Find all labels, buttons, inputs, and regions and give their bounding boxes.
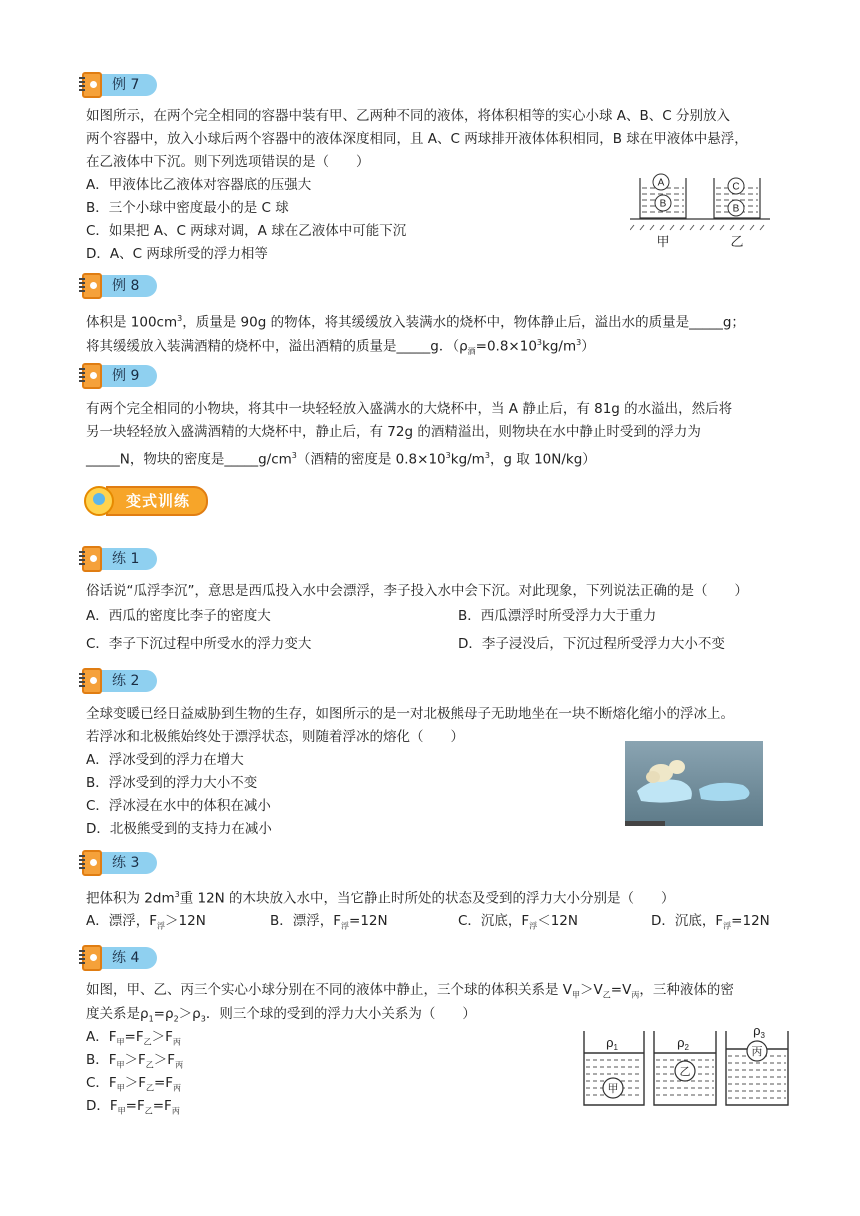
question-line: 两个容器中，放入小球后两个容器中的液体深度相同，且 A、C 两球排开液体体积相同，B 球在甲液体中悬浮， [86,131,748,147]
option-b: B．漂浮，$F_浮=12N$ [270,913,388,931]
lightbulb-icon [84,486,114,516]
containers-figure [630,170,770,252]
option-a: A．漂浮，$F_浮>12N$ [86,913,206,931]
option-b: B．西瓜漂浮时所受浮力大于重力 [458,608,657,624]
option-a: A．西瓜的密度比李子的密度大 [86,608,271,624]
container-label: 甲 [656,234,670,249]
banner-title: 变式训练 [106,486,208,516]
question-line: 俗话说“瓜浮李沉”，意思是西瓜投入水中会漂浮，李子投入水中会下沉。对此现象，下列说法正确的是（ ） [86,583,748,599]
ball-label: 乙 [679,1066,691,1078]
notebook-icon [82,273,102,299]
question-line: 若浮冰和北极熊始终处于漂浮状态，则随着浮冰的熔化（ ） [86,729,464,745]
option-c: C．如果把 A、C 两球对调，A 球在乙液体中可能下沉 [86,223,407,239]
example-8-tag [82,272,157,300]
ball-label: 丙 [751,1046,763,1058]
question-line: 度关系是$\rho_1=\rho_2>\rho_3$．则三个球的受到的浮力大小关系为（ ） [86,1006,476,1024]
example-7-tag [82,71,157,99]
practice-1-tag [82,545,157,573]
ball-label: A [657,177,665,189]
question-line: 另一块轻轻放入盛满酒精的大烧杯中，静止后，有 72g 的酒精溢出，则物块在水中静止时受到的浮力为 [86,424,701,440]
option-c: C．李子下沉过程中所受水的浮力变大 [86,636,312,652]
question-line: 将其缓缓放入装满酒精的烧杯中，溢出酒精的质量是_____g．$(\rho_酒=0.8\times 10^3kg/m^3)$ [86,338,595,357]
option-c: C．$F_甲>F_乙=F_丙$ [86,1075,182,1093]
example-9-label: 例 9 [98,365,157,387]
practice-2-label: 练 2 [98,670,157,692]
option-b: B．浮冰受到的浮力大小不变 [86,775,258,791]
practice-4-label: 练 4 [98,947,157,969]
question-line: 在乙液体中下沉。则下列选项错误的是（ ） [86,154,370,170]
rho-label: $\rho_1$ [606,1035,618,1052]
question-line: 体积是 $100cm^3$，质量是 90g 的物体，将其缓缓放入装满水的烧杯中，物体静止后，溢出水的质量是_____g； [86,314,745,331]
question-line: 有两个完全相同的小物块，将其中一块轻轻放入盛满水的大烧杯中，当 A 静止后，有 81g 的水溢出，然后将 [86,401,733,417]
option-b: B．三个小球中密度最小的是 C 球 [86,200,289,216]
three-beakers-figure [580,1025,792,1107]
notebook-icon [82,668,102,694]
option-d: D．A、C 两球所受的浮力相等 [86,246,268,262]
option-a: A．浮冰受到的浮力在增大 [86,752,244,768]
option-d: D．$F_甲=F_乙=F_丙$ [86,1098,180,1116]
option-c: C．沉底，$F_浮<12N$ [458,913,578,931]
example-7-label: 例 7 [98,74,157,96]
question-line: 如图所示，在两个完全相同的容器中装有甲、乙两种不同的液体，将体积相等的实心小球 A、B、C 分别放入 [86,108,731,124]
notebook-icon [82,945,102,971]
ball-label: B [659,198,667,210]
ball-label: C [732,181,740,193]
example-9-tag [82,362,157,390]
option-c: C．浮冰浸在水中的体积在减小 [86,798,271,814]
rho-label: $\rho_2$ [677,1035,689,1052]
question-line: 全球变暖已经日益威胁到生物的生存，如图所示的是一对北极熊母子无助地坐在一块不断熔化缩小的浮冰上。 [86,706,734,722]
practice-1-label: 练 1 [98,548,157,570]
question-line: 把体积为 $2dm^3$重 12N 的木块放入水中，当它静止时所处的状态及受到的浮力大小分别是（ ） [86,890,675,907]
bear-head [669,760,685,774]
example-8-label: 例 8 [98,275,157,297]
polar-bear-photo [625,741,763,826]
notebook-icon [82,850,102,876]
practice-3-tag [82,849,157,877]
container-label: 乙 [730,234,744,249]
rho-label: $\rho_3$ [753,1025,765,1040]
option-d: D．沉底，$F_浮=12N$ [651,913,770,931]
notebook-icon [82,363,102,389]
practice-2-tag [82,667,157,695]
option-d: D．北极熊受到的支持力在减小 [86,821,272,837]
question-line: _____N，物块的密度是$\_\_\_\_\_g/cm^3$（酒精的密度是 $0.8\times 10^3kg/m^3$，g 取 10N/kg） [86,451,596,468]
practice-banner [84,485,208,517]
option-a: A．甲液体比乙液体对容器底的压强大 [86,177,312,193]
ball-label: B [732,203,740,215]
question-line: 如图，甲、乙、丙三个实心小球分别在不同的液体中静止，三个球的体积关系是 $V_甲>V_乙=V_丙$，三种液体的密 [86,982,734,1000]
option-a: A．$F_甲=F_乙>F_丙$ [86,1029,181,1047]
practice-3-label: 练 3 [98,852,157,874]
practice-4-tag [82,944,157,972]
option-d: D．李子浸没后，下沉过程所受浮力大小不变 [458,636,725,652]
ball-label: 甲 [607,1083,619,1095]
option-b: B．$F_甲>F_乙>F_丙$ [86,1052,184,1070]
notebook-icon [82,546,102,572]
notebook-icon [82,72,102,98]
